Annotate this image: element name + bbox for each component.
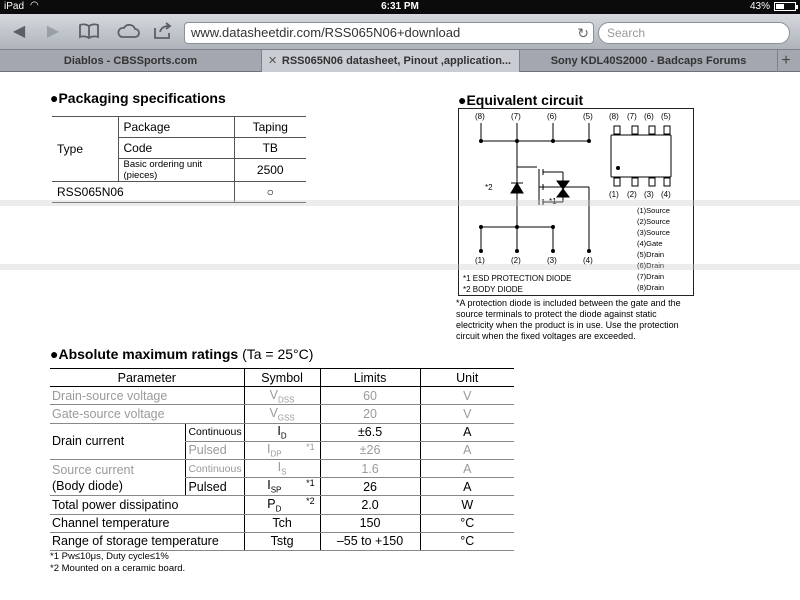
legend-esd: *1 ESD PROTECTION DIODE bbox=[463, 274, 572, 283]
pin-label: (5) bbox=[583, 112, 593, 121]
reload-icon[interactable]: ↻ bbox=[577, 25, 589, 41]
pkg-pin-label: (7) bbox=[627, 112, 637, 121]
tab-bar bbox=[0, 50, 800, 72]
table-row: Drain current Continuous $I_D$ ±6.5 A bbox=[50, 423, 514, 441]
header-symbol: Symbol bbox=[244, 369, 320, 387]
forward-icon[interactable]: ▶ bbox=[46, 23, 60, 40]
screen-glare bbox=[0, 264, 800, 270]
pin-label: (1) bbox=[475, 256, 485, 265]
pack-key: Code bbox=[118, 138, 234, 159]
bookmarks-icon[interactable] bbox=[78, 22, 100, 42]
type-label: Type bbox=[52, 117, 118, 182]
tab-datasheet[interactable] bbox=[262, 50, 520, 72]
pack-key: Package bbox=[118, 117, 234, 138]
pin-function: (3)Source bbox=[637, 228, 670, 237]
packaging-table bbox=[52, 116, 306, 203]
tab-cbssports[interactable] bbox=[0, 50, 262, 72]
pkg-pin-label: (3) bbox=[644, 190, 654, 199]
pkg-pin-label: (6) bbox=[644, 112, 654, 121]
pin-function: (4)Gate bbox=[637, 239, 663, 248]
pkg-pin-label: (1) bbox=[609, 190, 619, 199]
close-icon[interactable]: ✕ bbox=[268, 55, 278, 67]
page-content bbox=[0, 72, 800, 600]
pin-function: (5)Drain bbox=[637, 250, 665, 259]
ratings-title: ●Absolute maximum ratings (Ta = 25°C) bbox=[50, 346, 314, 362]
footnote: *2 Mounted on a ceramic board. bbox=[50, 563, 186, 574]
battery-icon bbox=[774, 2, 796, 11]
pack-value: TB bbox=[234, 138, 306, 159]
pin-function: (1)Source bbox=[637, 206, 670, 215]
tab-label: Sony KDL40S2000 - Badcaps Forums bbox=[550, 55, 747, 67]
part-mark: ○ bbox=[234, 182, 306, 203]
battery-percent: 43% bbox=[749, 1, 770, 12]
pkg-pin-label: (8) bbox=[609, 112, 619, 121]
pin-label: (8) bbox=[475, 112, 485, 121]
search-input[interactable]: Search bbox=[598, 22, 790, 44]
table-row: Total power dissipatino $P_D$ *2 2.0 W bbox=[50, 496, 514, 514]
header-unit: Unit bbox=[420, 369, 514, 387]
pack-value: 2500 bbox=[234, 159, 306, 182]
packaging-title: ●Packaging specifications bbox=[50, 90, 226, 106]
cloud-icon[interactable] bbox=[116, 22, 138, 42]
table-row: Gate-source voltage $V_{GSS}$ 20 V bbox=[50, 405, 514, 423]
pin-label: (3) bbox=[547, 256, 557, 265]
bullet-icon: ● bbox=[50, 346, 59, 362]
pack-value: Taping bbox=[234, 117, 306, 138]
battery-indicator bbox=[750, 1, 796, 12]
part-number: RSS065N06 bbox=[52, 182, 234, 203]
tab-label: RSS065N06 datasheet, Pinout ,application... bbox=[281, 55, 512, 67]
pack-key: Basic ordering unit (pieces) bbox=[118, 159, 234, 182]
browser-toolbar bbox=[0, 14, 800, 50]
header-parameter: Parameter bbox=[50, 369, 244, 387]
tab-badcaps[interactable] bbox=[520, 50, 778, 72]
equivalent-note: *A protection diode is included between the gate and the source terminals to protect the diode against static electricity when the product is in use. Use the protection circuit when the fixed voltages are exceeded. bbox=[456, 298, 681, 341]
share-icon[interactable] bbox=[152, 22, 174, 42]
pin-label: (6) bbox=[547, 112, 557, 121]
bullet-icon: ● bbox=[458, 92, 467, 108]
legend-body: *2 BODY DIODE bbox=[463, 285, 523, 294]
url-field[interactable] bbox=[184, 22, 594, 44]
back-icon[interactable]: ◀ bbox=[12, 23, 26, 40]
screen-glare bbox=[0, 200, 800, 206]
ratings-condition: (Ta = 25°C) bbox=[242, 346, 314, 362]
pin-function: (8)Drain bbox=[637, 283, 665, 292]
pin-function: (2)Source bbox=[637, 217, 670, 226]
mark-body-diode: *2 bbox=[485, 183, 493, 192]
bullet-icon: ● bbox=[50, 90, 59, 106]
table-row: Pulsed $I_{DP}$ *1 ±26 A bbox=[50, 441, 514, 459]
pin-function: (7)Drain bbox=[637, 272, 665, 281]
table-row: Pulsed $I_{SP}$ *1 26 A bbox=[50, 478, 514, 496]
device-label: iPad bbox=[4, 1, 25, 12]
clock: 6:31 PM bbox=[381, 1, 419, 12]
status-bar bbox=[0, 0, 800, 14]
tab-label: Diablos - CBSSports.com bbox=[63, 55, 198, 67]
table-row: Channel temperature Tch 150 °C bbox=[50, 514, 514, 532]
ratings-table bbox=[50, 368, 514, 551]
equivalent-title: ●Equivalent circuit bbox=[458, 92, 584, 108]
footnote: *1 Pw≤10μs, Duty cycle≤1% bbox=[50, 551, 169, 562]
pkg-pin-label: (4) bbox=[661, 190, 671, 199]
pkg-pin-label: (2) bbox=[627, 190, 637, 199]
pin-function: (6)Drain bbox=[637, 261, 665, 270]
table-row: Source current (Body diode) Continuous $I_S$ 1.6 A bbox=[50, 459, 514, 477]
pin-label: (2) bbox=[511, 256, 521, 265]
mark-esd-diode: *1 bbox=[549, 197, 557, 206]
table-row: Range of storage temperature Tstg –55 to +150 °C bbox=[50, 532, 514, 550]
wifi-icon: ◠ bbox=[30, 0, 39, 11]
add-tab-icon[interactable]: + bbox=[781, 52, 791, 69]
pin-label: (7) bbox=[511, 112, 521, 121]
pkg-pin-label: (5) bbox=[661, 112, 671, 121]
table-row: Drain-source voltage $V_{DSS}$ 60 V bbox=[50, 387, 514, 405]
header-limits: Limits bbox=[320, 369, 420, 387]
url-text: www.datasheetdir.com/RSS065N06+download bbox=[191, 25, 461, 40]
pin-label: (4) bbox=[583, 256, 593, 265]
